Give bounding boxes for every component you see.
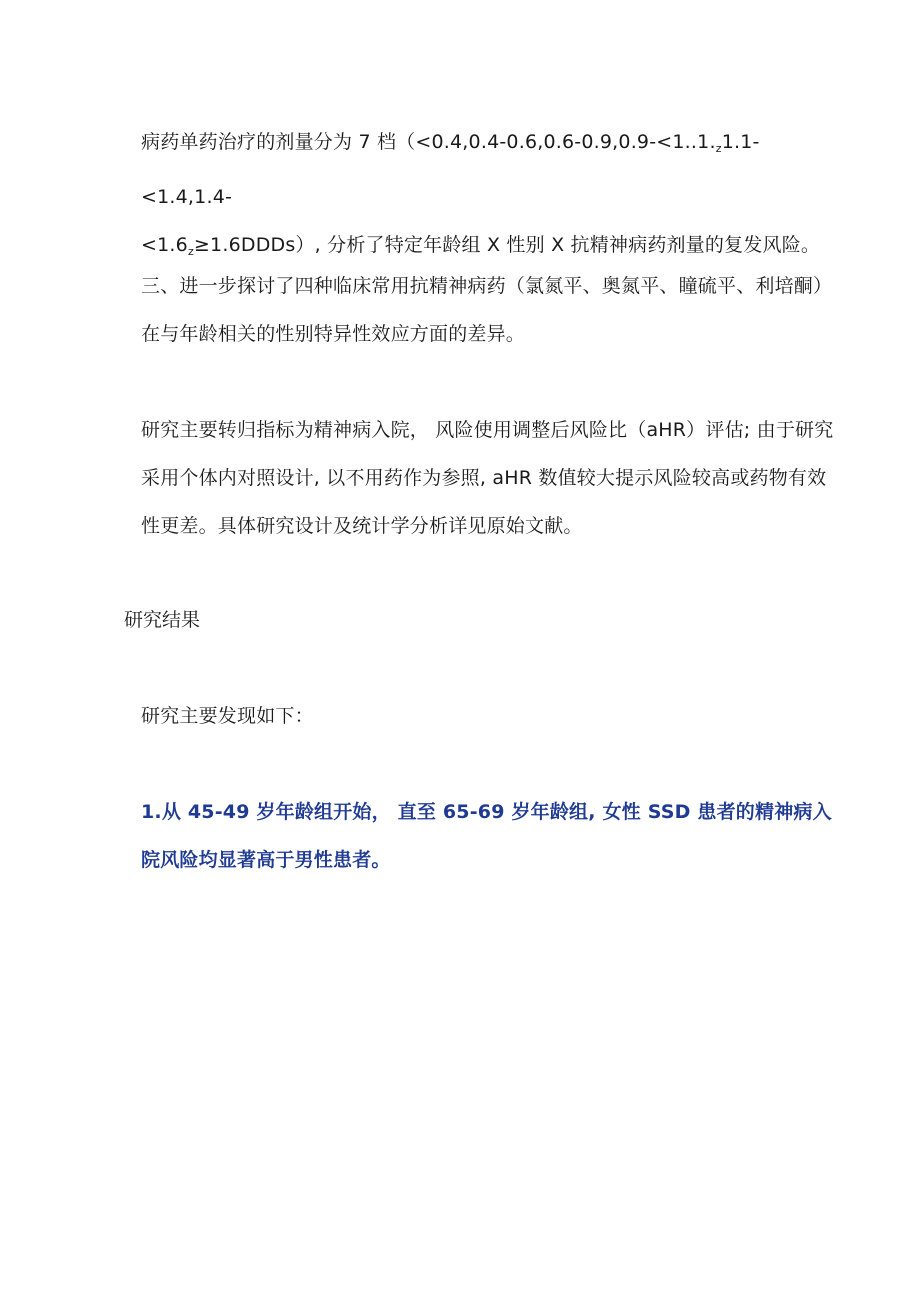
dose-line2-text-a: <1.6	[141, 234, 188, 256]
finding-1: 1.从 45-49 岁年龄组开始， 直至 65-69 岁年龄组, 女性 SSD 患者的精神病入院风险均显著高于男性患者。	[141, 801, 832, 871]
dose-paragraph	[141, 118, 841, 276]
findings-intro: 研究主要发现如下：	[141, 705, 314, 727]
dose-line1-text-a: 病药单药治疗的剂量分为 7 档（<0.4,0.4-0.6,0.6-0.9,0.9-<1..1.	[141, 131, 716, 153]
dose-line2-subscript: z	[187, 245, 194, 258]
dose-line1-text-b: 1.1-<1.4,1.4-	[141, 131, 760, 208]
section-heading-results: 研究结果	[124, 609, 201, 631]
dose-line1-subscript: z	[715, 142, 722, 155]
outcome-paragraph: 研究主要转归指标为精神病入院， 风险使用调整后风险比（aHR）评估; 由于研究采用个体内对照设计, 以不用药作为参照, aHR 数值较大提示风险较高或药物有效性更差。具体研究设计及统计学分析详见原始文献。	[141, 419, 834, 537]
dose-line2-text-b: ≥1.6DDDs）, 分析了特定年龄组 X 性别 X 抗精神病药剂量的复发风险。	[193, 234, 821, 256]
third-point-paragraph: 三、进一步探讨了四种临床常用抗精神病药（氯氮平、奥氮平、瞳硫平、利培酮）在与年龄相关的性别特异性效应方面的差异。	[141, 275, 833, 345]
